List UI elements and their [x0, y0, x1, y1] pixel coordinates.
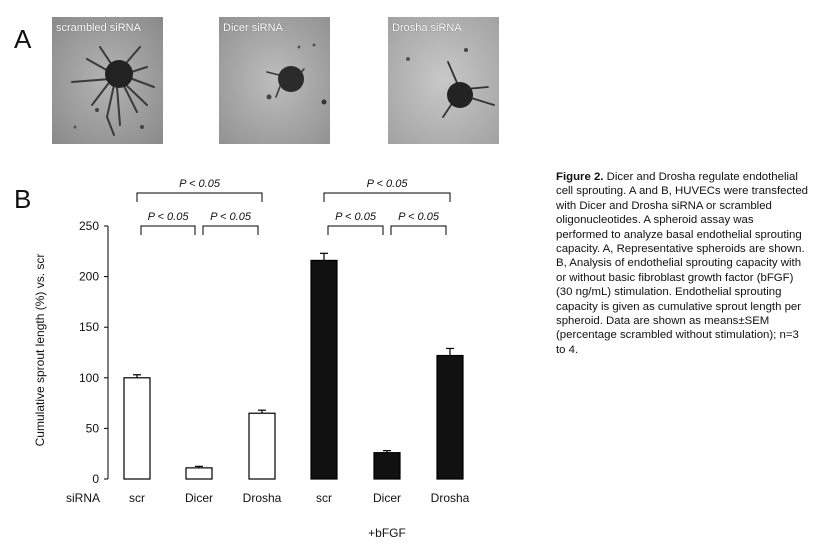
spheroid-image-drosha — [388, 17, 499, 144]
bar — [311, 260, 337, 479]
figure-caption — [556, 170, 808, 357]
caption-title: Figure 2. — [556, 171, 604, 183]
significance-label: P < 0.05 — [398, 211, 439, 223]
significance-label: P < 0.05 — [210, 211, 251, 223]
panel-b-label: B — [14, 184, 32, 214]
bar — [249, 413, 275, 479]
bar — [374, 453, 400, 479]
micrograph-label: Dicer siRNA — [223, 22, 283, 34]
y-tick-label: 150 — [78, 320, 99, 335]
x-tick-label: Drosha — [242, 491, 282, 505]
y-axis-label: Cumulative sprout length (%) vs. scr — [33, 253, 47, 447]
group-label: +bFGF — [368, 526, 406, 540]
significance-bracket — [328, 226, 383, 235]
panel-a-label: A — [14, 24, 32, 54]
x-tick-label: Drosha — [430, 491, 470, 505]
micrograph-drosha — [388, 17, 499, 144]
y-tick-label: 200 — [78, 269, 99, 284]
x-tick-label: Dicer — [372, 491, 402, 505]
y-tick-label: 100 — [78, 370, 99, 385]
bar — [437, 356, 463, 479]
significance-bracket — [141, 226, 195, 235]
caption-text: Dicer and Drosha regulate endothelial cell sprouting. A and B, HUVECs were transfected with Dicer and Drosha siRNA or scrambled oligonucleotides. A spheroid assay was performed to analyze basal endothelial sprouting capacity. A, Representative spheroids are shown. B, Analysis of endothelial sprouting capacity with or without basic fibroblast growth factor (bFGF) (30 ng/mL) stimulation. Endothelial sprouting capacity is given as cumulative sprout length per spheroid. Data are shown as means±SEM (percentage scrambled without stimulation); n=3 to 4. — [556, 171, 808, 356]
significance-bracket — [391, 226, 446, 235]
micrograph-dicer — [219, 17, 330, 144]
y-tick-label: 0 — [92, 472, 99, 486]
micrograph-label: scrambled siRNA — [56, 22, 141, 34]
significance-bracket — [203, 226, 258, 235]
significance-label: P < 0.05 — [179, 178, 220, 190]
significance-label: P < 0.05 — [335, 211, 376, 223]
micrograph-label: Drosha siRNA — [392, 22, 462, 34]
x-tick-label: Dicer — [184, 491, 214, 505]
x-tick-label: scr — [316, 491, 332, 505]
x-row-label: siRNA — [66, 491, 101, 505]
significance-label: P < 0.05 — [147, 211, 189, 223]
bar — [124, 378, 150, 479]
y-tick-label: 250 — [78, 219, 99, 233]
spheroid-image-scrambled — [52, 17, 163, 144]
x-tick-label: scr — [129, 491, 145, 505]
sprouting-bar-chart — [0, 160, 530, 548]
significance-label: P < 0.05 — [366, 178, 408, 190]
micrograph-scrambled — [52, 17, 163, 144]
significance-bracket — [137, 193, 262, 202]
y-tick-label: 50 — [85, 421, 99, 436]
significance-bracket — [324, 193, 450, 202]
spheroid-image-dicer — [219, 17, 330, 144]
bar — [186, 468, 212, 479]
